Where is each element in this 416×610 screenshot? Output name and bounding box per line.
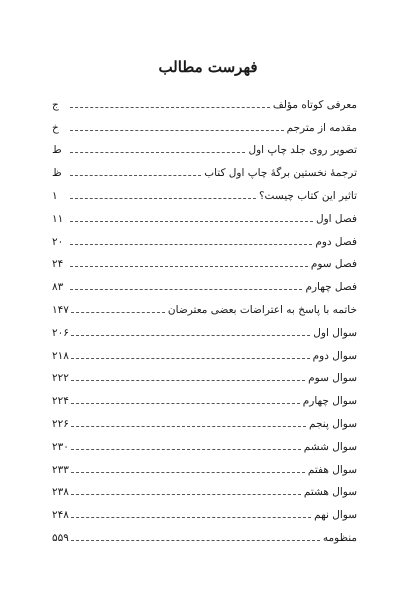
toc-entry: [52, 293, 357, 316]
dotted-leader: [71, 472, 305, 473]
toc-entry-page: ۱: [52, 189, 58, 202]
toc-entry-label: سوال سوم: [308, 372, 357, 385]
toc-entry-page: ط: [52, 144, 62, 157]
toc-entry: [52, 521, 357, 544]
toc-entry-page: ۲۳۸: [52, 486, 69, 499]
toc-entry-page: ظ: [52, 167, 62, 180]
dotted-leader: [71, 403, 300, 404]
toc-entry-label: سوال نهم: [314, 509, 357, 522]
toc-entry-page: ۲۴۸: [52, 509, 69, 522]
toc-entry: [52, 453, 357, 476]
dotted-leader: [71, 380, 305, 381]
toc-entry-label: تاثیر این کتاب چیست؟: [258, 189, 357, 202]
toc-entry-page: ۱۱: [52, 212, 64, 225]
toc-entry: [52, 476, 357, 499]
toc-entry: [52, 430, 357, 453]
toc-entry: [52, 270, 357, 293]
toc-entry-page: ۲۲۴: [52, 395, 69, 408]
toc-entry-page: ۲۳۳: [52, 463, 69, 476]
toc-entry-page: ۲۴: [52, 258, 64, 271]
toc-entry-page: ۲۰: [52, 235, 64, 248]
toc-entry-page: ۲۱۸: [52, 349, 69, 362]
table-of-contents: [52, 88, 357, 544]
toc-entry: [52, 384, 357, 407]
dotted-leader: [70, 221, 313, 222]
toc-entry-label: خاتمه با پاسخ به اعتراضات بعضی معترضان: [167, 303, 357, 316]
dotted-leader: [70, 130, 284, 131]
dotted-leader: [70, 175, 201, 176]
toc-entry: [52, 225, 357, 248]
dotted-leader: [70, 198, 256, 199]
toc-entry-label: سوال هفتم: [307, 463, 357, 476]
dotted-leader: [70, 244, 312, 245]
dotted-leader: [71, 494, 301, 495]
toc-entry-label: فصل دوم: [315, 235, 357, 248]
toc-entry-page: ۵۵۹: [52, 531, 69, 544]
toc-entry-page: ۲۲۲: [52, 372, 69, 385]
dotted-leader: [71, 517, 311, 518]
toc-entry: [52, 316, 357, 339]
toc-entry-label: تصویر روی جلد چاپ اول: [248, 144, 357, 157]
toc-entry-label: معرفی کوتاه مؤلف: [272, 98, 357, 111]
toc-entry: [52, 156, 357, 179]
dotted-leader: [71, 335, 310, 336]
toc-entry-label: منظومه: [322, 531, 357, 544]
toc-entry-label: سوال چهارم: [302, 395, 357, 408]
toc-entry-label: سوال پنجم: [309, 417, 357, 430]
page-title: فهرست مطالب: [158, 58, 258, 76]
toc-entry: [52, 362, 357, 385]
toc-entry: [52, 111, 357, 134]
dotted-leader: [70, 107, 270, 108]
toc-entry-page: ۲۰۶: [52, 326, 69, 339]
toc-entry: [52, 248, 357, 271]
dotted-leader: [70, 289, 302, 290]
toc-entry-label: سوال ششم: [303, 440, 357, 453]
dotted-leader: [71, 540, 320, 541]
toc-entry-label: سوال اول: [313, 326, 357, 339]
toc-entry: [52, 202, 357, 225]
toc-entry-label: فصل چهارم: [305, 281, 357, 294]
dotted-leader: [70, 152, 245, 153]
toc-entry: [52, 88, 357, 111]
toc-entry-page: خ: [52, 121, 59, 134]
toc-entry-page: ۸۳: [52, 281, 64, 294]
toc-entry: [52, 498, 357, 521]
toc-entry-page: ۲۳۰: [52, 440, 69, 453]
toc-entry: [52, 179, 357, 202]
toc-entry-label: ترجمهٔ نخستین برگهٔ چاپ اول کتاب: [204, 167, 357, 180]
toc-entry-page: ۱۴۷: [52, 303, 69, 316]
dotted-leader: [71, 312, 165, 313]
toc-entry-label: سوال هشتم: [303, 486, 357, 499]
toc-entry-page: ج: [52, 98, 59, 111]
dotted-leader: [71, 426, 306, 427]
toc-entry-label: مقدمه از مترجم: [286, 121, 357, 134]
toc-entry-label: سوال دوم: [312, 349, 357, 362]
toc-entry: [52, 407, 357, 430]
toc-entry: [52, 339, 357, 362]
dotted-leader: [71, 358, 310, 359]
toc-entry-page: ۲۲۶: [52, 417, 69, 430]
dotted-leader: [71, 449, 301, 450]
toc-entry-label: فصل اول: [315, 212, 357, 225]
dotted-leader: [70, 266, 308, 267]
toc-entry-label: فصل سوم: [310, 258, 357, 271]
toc-entry: [52, 134, 357, 157]
